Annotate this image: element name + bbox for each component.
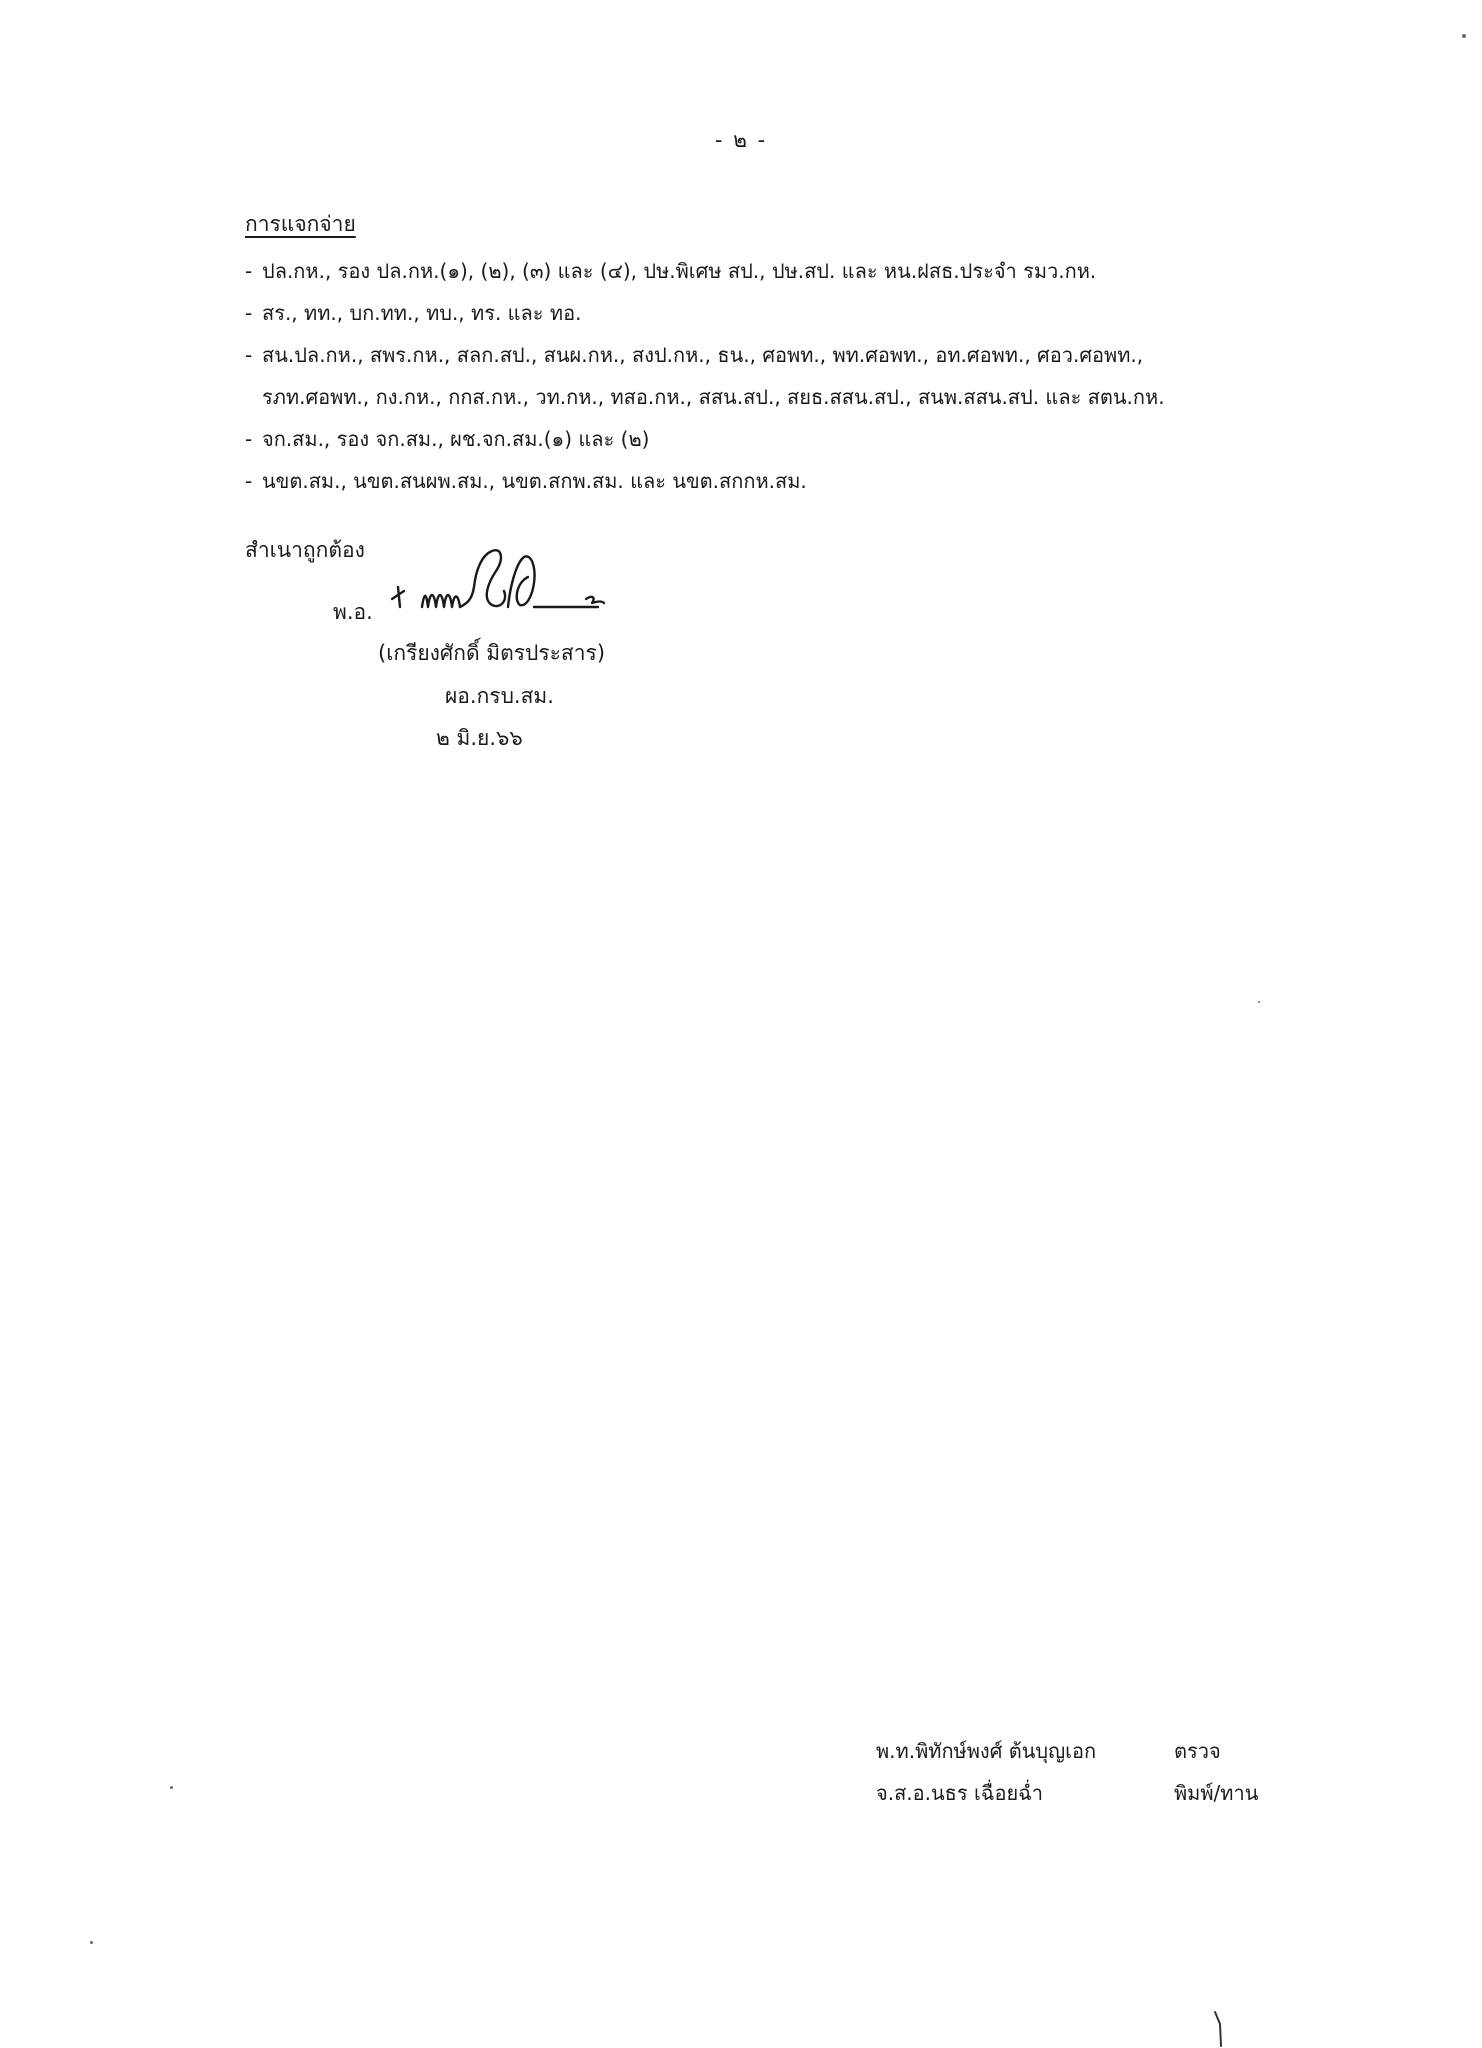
- signer-rank: พ.อ.: [333, 600, 373, 624]
- signer-date: ๒ มิ.ย.๖๖: [436, 726, 523, 750]
- distribution-item-text: สร., ทท., บก.ทท., ทบ., ทร. และ ทอ.: [262, 301, 582, 325]
- list-dash: -: [245, 427, 253, 451]
- distribution-item-text: ปล.กห., รอง ปล.กห.(๑), (๒), (๓) และ (๔), ปษ.พิเศษ สป., ปษ.สป. และ หน.ฝสธ.ประจำ รมว.กห.: [262, 259, 1097, 283]
- distribution-item-text: จก.สม., รอง จก.สม., ผช.จก.สม.(๑) และ (๒): [262, 427, 650, 451]
- list-dash: -: [245, 469, 253, 493]
- distribution-item-text: สน.ปล.กห., สพร.กห., สลก.สป., สนผ.กห., สงป.กห., ธน., ศอพท., พท.ศอพท., อท.ศอพท., ศอว.ศอพท.,: [262, 343, 1144, 367]
- handwritten-signature: [388, 543, 628, 629]
- list-dash: -: [245, 301, 253, 325]
- distribution-item: [245, 418, 1395, 460]
- distribution-item: [245, 292, 1395, 334]
- footer-person: พ.ท.พิทักษ์พงศ์ ต้นบุญเอก: [876, 1739, 1097, 1763]
- scan-speck: [170, 1786, 173, 1789]
- scan-mark: [1212, 2010, 1226, 2048]
- footer-person: จ.ส.อ.นธร เฉื่อยฉ่ำ: [876, 1781, 1044, 1805]
- list-dash: -: [245, 343, 253, 367]
- page-number: - ๒ -: [714, 128, 768, 152]
- footer-role: พิมพ์/ทาน: [1174, 1781, 1259, 1805]
- list-dash: -: [245, 259, 253, 283]
- footer-role: ตรวจ: [1174, 1739, 1221, 1763]
- distribution-heading: การแจกจ่าย: [245, 212, 356, 236]
- scan-speck: [1462, 34, 1466, 38]
- signer-position: ผอ.กรบ.สม.: [445, 684, 554, 708]
- distribution-item-continuation: รภท.ศอพท., กง.กห., กกส.กห., วท.กห., ทสอ.กห., สสน.สป., สยธ.สสน.สป., สนพ.สสน.สป. และ สตน.กห.: [262, 385, 1165, 409]
- distribution-list: [245, 250, 1395, 502]
- distribution-item: [245, 250, 1395, 292]
- scan-speck: [90, 1941, 93, 1944]
- distribution-item: [245, 334, 1395, 418]
- distribution-item: [245, 460, 1395, 502]
- scan-speck: [1258, 1001, 1260, 1003]
- signer-name: (เกรียงศักดิ์ มิตรประสาร): [378, 641, 606, 665]
- distribution-item-text: นขต.สม., นขต.สนผพ.สม., นขต.สกพ.สม. และ นขต.สกกห.สม.: [262, 469, 807, 493]
- certification-label: สำเนาถูกต้อง: [245, 538, 365, 562]
